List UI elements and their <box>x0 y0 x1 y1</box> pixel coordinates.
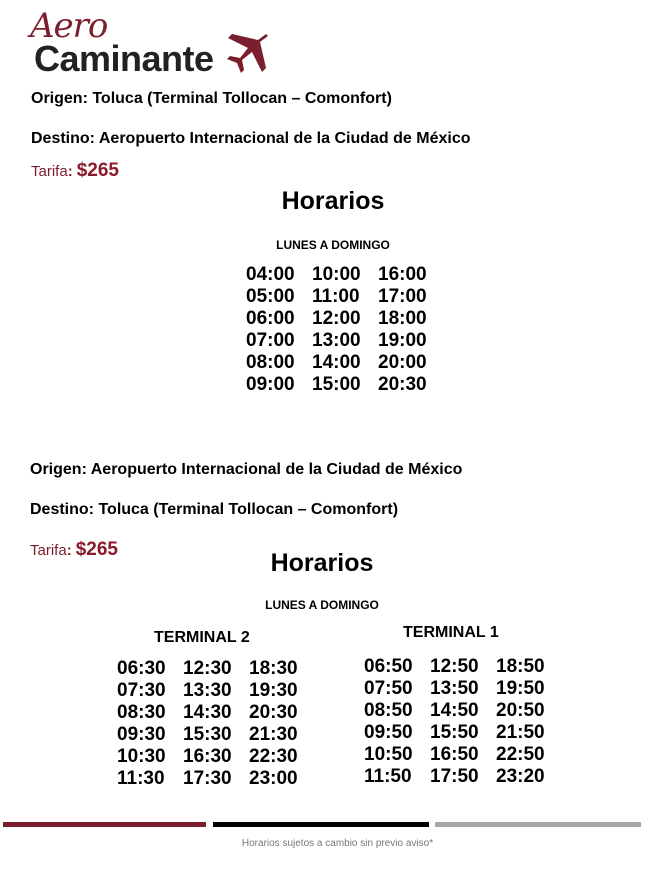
route2-fare: Tarifa: $265 <box>30 539 118 560</box>
departure-time: 14:30 <box>183 702 232 723</box>
route1-fare: Tarifa: $265 <box>31 160 119 181</box>
footer-bar-black <box>213 822 429 827</box>
departure-time: 04:00 <box>246 264 295 285</box>
terminal2-times-grid <box>117 658 315 790</box>
departure-time: 06:00 <box>246 308 295 329</box>
departure-time: 10:00 <box>312 264 361 285</box>
departure-time: 12:00 <box>312 308 361 329</box>
departure-time: 11:50 <box>364 766 412 787</box>
departure-time: 22:50 <box>496 744 545 765</box>
departure-time: 05:00 <box>246 286 295 307</box>
route1-schedule-title: Horarios <box>281 187 385 215</box>
airplane-icon <box>222 30 270 76</box>
departure-time: 16:50 <box>430 744 479 765</box>
departure-time: 19:30 <box>249 680 298 701</box>
departure-time: 23:20 <box>496 766 545 787</box>
route2-origin: Origen: Aeropuerto Internacional de la Ciudad de México <box>30 461 463 478</box>
terminal1-times-grid <box>364 656 562 788</box>
departure-time: 20:50 <box>496 700 545 721</box>
departure-time: 15:30 <box>183 724 232 745</box>
departure-time: 17:30 <box>183 768 232 789</box>
departure-time: 09:30 <box>117 724 166 745</box>
departure-time: 11:00 <box>312 286 360 307</box>
footer-note: Horarios sujetos a cambio sin previo aviso* <box>241 838 434 849</box>
departure-time: 18:50 <box>496 656 545 677</box>
route2-destination: Destino: Toluca (Terminal Tollocan – Comonfort) <box>30 501 399 518</box>
departure-time: 19:50 <box>496 678 545 699</box>
departure-time: 18:00 <box>378 308 427 329</box>
footer-bar-red <box>3 822 206 827</box>
departure-time: 15:50 <box>430 722 479 743</box>
departure-time: 07:50 <box>364 678 413 699</box>
departure-time: 17:50 <box>430 766 479 787</box>
route1-origin: Origen: Toluca (Terminal Tollocan – Comonfort) <box>31 90 392 107</box>
departure-time: 14:00 <box>312 352 361 373</box>
departure-time: 09:50 <box>364 722 413 743</box>
logo-main-text: Caminante <box>34 38 214 79</box>
departure-time: 10:30 <box>117 746 166 767</box>
departure-time: 15:00 <box>312 374 361 395</box>
departure-time: 20:00 <box>378 352 427 373</box>
departure-time: 12:50 <box>430 656 479 677</box>
logo-script-text: Aero <box>30 6 108 46</box>
departure-time: 12:30 <box>183 658 232 679</box>
route2-days: LUNES A DOMINGO <box>265 598 379 612</box>
departure-time: 21:50 <box>496 722 545 743</box>
departure-time: 20:30 <box>378 374 427 395</box>
departure-time: 16:30 <box>183 746 232 767</box>
route2-schedule-title: Horarios <box>270 549 374 577</box>
departure-time: 19:00 <box>378 330 427 351</box>
departure-time: 23:00 <box>249 768 298 789</box>
departure-time: 21:30 <box>249 724 298 745</box>
departure-time: 08:50 <box>364 700 413 721</box>
departure-time: 16:00 <box>378 264 427 285</box>
route1-times-grid <box>246 264 444 396</box>
departure-time: 20:30 <box>249 702 298 723</box>
departure-time: 11:30 <box>117 768 165 789</box>
departure-time: 22:30 <box>249 746 298 767</box>
departure-time: 09:00 <box>246 374 295 395</box>
terminal2-label: TERMINAL 2 <box>154 629 250 646</box>
departure-time: 08:30 <box>117 702 166 723</box>
route1-destination: Destino: Aeropuerto Internacional de la Ciudad de México <box>31 130 471 147</box>
departure-time: 06:50 <box>364 656 413 677</box>
departure-time: 13:00 <box>312 330 361 351</box>
departure-time: 06:30 <box>117 658 166 679</box>
departure-time: 07:30 <box>117 680 166 701</box>
footer-bar-gray <box>435 822 641 827</box>
departure-time: 14:50 <box>430 700 479 721</box>
departure-time: 13:50 <box>430 678 479 699</box>
terminal1-label: TERMINAL 1 <box>403 624 499 641</box>
departure-time: 13:30 <box>183 680 232 701</box>
departure-time: 08:00 <box>246 352 295 373</box>
route1-days: LUNES A DOMINGO <box>276 238 390 252</box>
departure-time: 07:00 <box>246 330 295 351</box>
departure-time: 18:30 <box>249 658 298 679</box>
departure-time: 10:50 <box>364 744 413 765</box>
departure-time: 17:00 <box>378 286 427 307</box>
